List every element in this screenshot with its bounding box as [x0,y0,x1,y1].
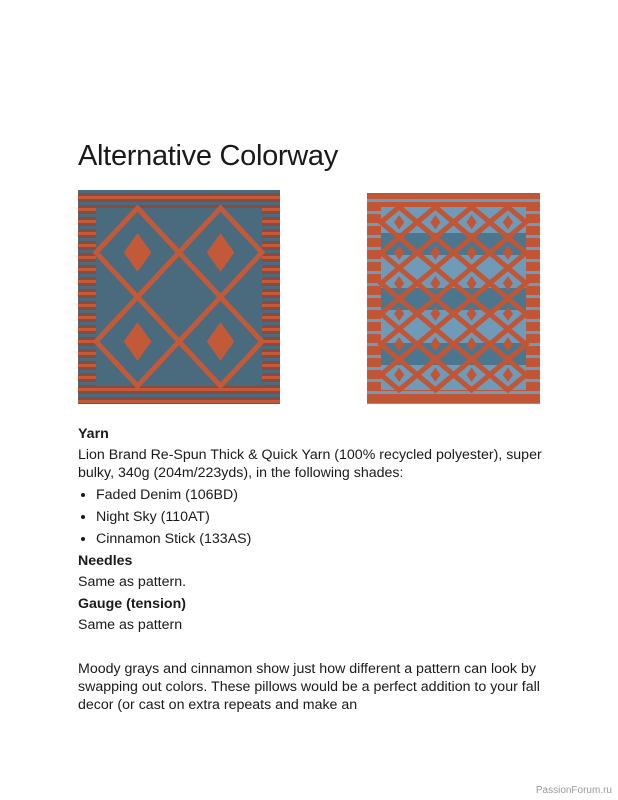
watermark: PassionForum.ru [535,785,612,796]
shade-list [78,486,548,548]
gauge-text: Same as pattern [78,617,183,633]
page-title: Alternative Colorway [78,140,338,172]
shade-item: • Night Sky (110AT) [96,508,548,526]
knit-swatch-image-left [78,190,280,404]
yarn-heading: Yarn [78,426,109,442]
gauge-heading: Gauge (tension) [78,596,186,612]
knit-swatch-image-right [367,193,540,404]
needles-text: Same as pattern. [78,574,187,590]
pattern-details [78,425,548,718]
needles-heading: Needles [78,553,133,569]
shade-item: • Cinnamon Stick (133AS) [96,530,548,548]
shade-item: • Faded Denim (106BD) [96,486,548,504]
body-paragraph: Moody grays and cinnamon show just how different a pattern can look by swapping out colors. These pillows would be a perfect addition to your fall decor (or cast on extra repeats and make an [78,661,540,713]
yarn-description: Lion Brand Re-Spun Thick & Quick Yarn (100% recycled polyester), super bulky, 340g (204m/223yds), in the following shades: [78,447,542,481]
